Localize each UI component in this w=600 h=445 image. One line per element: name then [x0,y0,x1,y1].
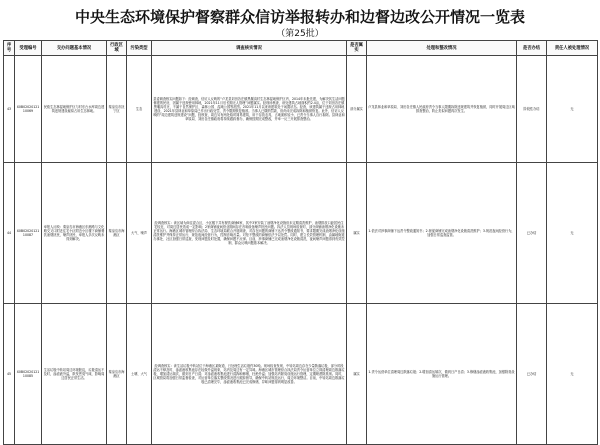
cell-true: 部分属实 [347,56,367,163]
cell-punish: 无 [547,56,598,163]
header-seq: 序号 [4,41,15,56]
page-title: 中央生态环境保护督察群众信访举报转办和边督边改公开情况一览表 [74,8,525,26]
cell-issue: 生活垃圾中转站周边环境脏乱，垃圾清运不及时，渗滤液外溢，散发恶臭气味，影响周边居民正常生活。 [42,304,107,445]
header-investigation: 调查核实情况 [152,41,347,56]
cell-action: 1.责令运营单位清理周边散落垃圾；2.增加清运频次，做到日产日清；3.修缮渗滤液收集池，加强除臭设施运行管理。 [367,304,517,445]
table-row [4,163,598,304]
table-row [4,56,598,163]
cell-punish: 无 [547,304,598,445]
cell-done: 阶段性办结 [517,56,547,163]
cell-action: 1.依法对涉事商铺下达责令整改通知书；2.督促商铺完成油烟净化设施清洗维护；3.规范夜间经营行为，加强日常巡查监管。 [367,163,517,304]
page-subtitle: （第25批） [276,29,324,39]
cell-id: X0B0202012110087 [15,163,42,304]
cell-id: X0B0202012110085 [15,304,42,445]
cell-issue: 举报人反映：秦皇岛市海港区东港路与文化路交叉口附近住宅小区附近小区楼下商铺餐饮油烟扰民，噪声扰民，举报人多次反映未得到解决。 [42,163,107,304]
complaint-table [3,40,598,445]
cell-region: 秦皇岛市海港区 [107,163,127,304]
header-type: 污染类型 [127,41,152,56]
table-row [4,304,598,445]
cell-punish: 无 [547,163,598,304]
cell-id: X0B0202012110069 [15,56,42,163]
cell-seq: 44 [4,163,15,304]
cell-investigation: 县委调查核实问题如下：经调查，信访人反映的“卢龙县刘田各庄镇黑堰沟村生态林湿地保护区内，2014年未批先建，为解决其生活问题修建的民房，因属于违规使用林地，2021年11月后长期无人管理”问题属实。经现场核查，该处建筑占地面积约2.4亩，位于刘田各庄镇黑堰沟村北，不属于自然保护区、森林公园、湿地公园等范围。2021年11月以来该建筑处于闲置状态。经查，该建筑属于违规占用林地建设，2021年县林业和草原局已作出行政处罚，责令限期恢复植被。当事人已缴纳罚款，但尚未完成拆除和植被恢复。此外，信访人反映的“周边建筑违规建设”问题，经核查，周边另有两处临时简易建筑，用于存放农具，占地面积较小，已责令当事人自行拆除。县林业和草原局、刘田各庄镇政府将持续跟踪督办，确保按期完成整改，并举一反三开展排查整治。 [152,56,347,163]
cell-type: 土壤、大气 [127,304,152,445]
header-true: 是否属实 [347,41,367,56]
cell-action: 卢龙县林业和草原局、刘田各庄镇人民政府责令当事人限期拆除违规建筑并恢复植被，同时开展周边区域排查整治，防止类似问题再次发生。 [367,56,517,163]
header-issue: 交办问题基本情况 [42,41,107,56]
cell-type: 生态 [127,56,152,163]
cell-issue: 民欧生态林湿地保护区与村东台水库周边建筑违规建设疑似占用生态林地。 [42,56,107,163]
cell-type: 大气、噪声 [127,163,152,304]
header-punish: 责任人被处理情况 [547,41,598,56]
cell-done: 已办结 [517,304,547,445]
header-action: 处理和整改情况 [367,41,517,56]
cell-region: 秦皇岛市抚宁区 [107,56,127,163]
table-header-row [4,41,598,56]
cell-true: 属实 [347,304,367,445]
header-done: 是否办结 [517,41,547,56]
cell-region: 秦皇岛市海港区 [107,304,127,445]
cell-seq: 43 [4,56,15,163]
cell-investigation: 经调查核实：该区域为商住混合区，小区楼下共有餐饮商铺6家，其中3家安装了油烟净化设施但未定期清洗维护，油烟排放口距居民住宅较近，对周边居民造成一定影响；2家商铺夜间营业期间存在音响设备噪声扰民问题。执法人员现场检查时，部分商铺油烟净化设施未正常运行。海港区城市管理综合执法局、生态环境局联合开展调查，对存在问题的商铺下达责令整改通知书，要求限期完成油烟净化设施清洗维护并保持正常运行，规范夜间经营行为，控制音响音量。对拒不整改的商铺依法予以处罚。同时，建立长效管理机制，由属地街道办事处、社区加强日常巡查，发现问题及时处置，确保问题不反弹。目前，涉事商铺已完成油烟净化设施清洗，夜间噪声问题得到有效控制，群众反映问题基本解决。 [152,163,347,304]
cell-true: 属实 [347,163,367,304]
cell-seq: 45 [4,304,15,445]
header-region: 行政区域 [107,41,127,56]
header-id: 受理编号 [15,41,42,56]
cell-investigation: 经调查核实：该生活垃圾中转站位于海港区某街道，日处理生活垃圾约30吨。现场检查发现，中转站周边存在少量散落垃圾，部分时段清运不够及时，渗滤液收集池存在轻微外溢现象，站内及周边有一定异味。海港区城市管理综合执法局责令运营单位立即清理周边散落垃圾，增加清运频次，做到日产日清；对渗滤液收集池进行清掏和修缮，杜绝外溢；加强站内除臭设施运行管理，定期喷洒除臭剂。同时，区城管局将加强日常监督检查，对运营单位落实整改情况进行跟踪督导，确保中转站规范运行，周边环境整洁。目前，中转站周边散落垃圾已清理完毕，渗滤液收集池已完成修缮，异味问题得到明显改善。 [152,304,347,445]
cell-done: 已办结 [517,163,547,304]
